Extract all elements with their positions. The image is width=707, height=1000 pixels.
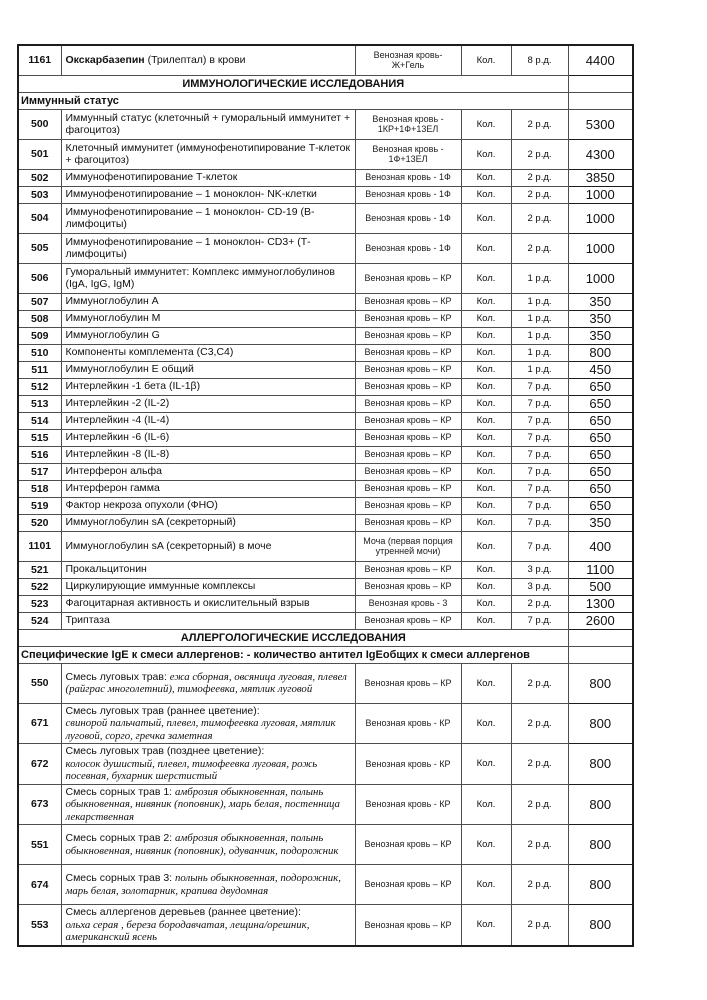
table-row [18, 429, 633, 446]
result-unit: Кол. [461, 139, 511, 169]
test-name [61, 531, 355, 561]
table-row [18, 905, 633, 946]
test-name-text: Смесь луговых трав: [65, 670, 170, 683]
result-unit: Кол. [461, 905, 511, 946]
result-unit: Кол. [461, 480, 511, 497]
result-unit: Кол. [461, 344, 511, 361]
test-code: 553 [18, 905, 61, 946]
test-name [61, 186, 355, 203]
specimen-type: Венозная кровь - 1КР+1Ф+13ЕЛ [355, 109, 461, 139]
result-unit: Кол. [461, 233, 511, 263]
specimen-type: Венозная кровь – КР [355, 663, 461, 703]
turnaround-days: 7 р.д. [511, 514, 568, 531]
turnaround-days: 2 р.д. [511, 109, 568, 139]
price-value: 650 [568, 429, 633, 446]
table-row [18, 446, 633, 463]
test-name-text: Циркулирующие иммунные комплексы [65, 580, 256, 593]
result-unit: Кол. [461, 327, 511, 344]
test-name-italic: полынь обыкновенная, подорожник, марь белая, золотарник, крапива двудомная [65, 872, 341, 897]
test-name-text: Смесь сорных трав 3: [65, 872, 175, 884]
test-code: 517 [18, 463, 61, 480]
table-row [18, 203, 633, 233]
test-code: 504 [18, 203, 61, 233]
result-unit: Кол. [461, 169, 511, 186]
test-name-text: Смесь аллергенов деревьев (раннее цветение): [65, 906, 301, 918]
table-row [18, 480, 633, 497]
test-name-bold: Окскарбазепин [65, 54, 145, 66]
test-code: 1161 [18, 45, 61, 75]
price-value: 800 [568, 663, 633, 703]
table-row [18, 186, 633, 203]
test-code: 519 [18, 497, 61, 514]
turnaround-days: 7 р.д. [511, 429, 568, 446]
turnaround-days: 7 р.д. [511, 446, 568, 463]
specimen-type: Венозная кровь - КР [355, 784, 461, 825]
test-name-text: Иммунофенотипирование – 1 моноклон- NK-клетки [65, 188, 317, 201]
price-value: 1000 [568, 203, 633, 233]
subsection-row [18, 646, 633, 663]
table-row [18, 327, 633, 344]
test-name [61, 825, 355, 865]
specimen-type: Венозная кровь- Ж+Гель [355, 45, 461, 75]
test-name-italic: свинорой пальчатый, плевел, тимофеевка луговая, мятлик луговой, сорго, гречка заметная [65, 717, 336, 742]
test-name-text: (Трилептал) в крови [144, 54, 246, 66]
turnaround-days: 2 р.д. [511, 825, 568, 865]
price-value: 800 [568, 744, 633, 785]
test-name [61, 784, 355, 825]
test-code: 523 [18, 595, 61, 612]
test-code: 511 [18, 361, 61, 378]
test-code: 520 [18, 514, 61, 531]
turnaround-days: 1 р.д. [511, 263, 568, 293]
turnaround-days: 2 р.д. [511, 663, 568, 703]
section-row [18, 629, 633, 646]
turnaround-days: 2 р.д. [511, 865, 568, 905]
price-value: 350 [568, 327, 633, 344]
test-name-text: Интерлейкин -1 бета (IL-1β) [65, 380, 201, 393]
specimen-type: Венозная кровь – КР [355, 480, 461, 497]
specimen-type: Венозная кровь – КР [355, 612, 461, 629]
specimen-type: Моча (первая порция утренней мочи) [355, 531, 461, 561]
section-title: ИММУНОЛОГИЧЕСКИЕ ИССЛЕДОВАНИЯ [18, 75, 568, 92]
test-name [61, 578, 355, 595]
result-unit: Кол. [461, 865, 511, 905]
result-unit: Кол. [461, 45, 511, 75]
test-name [61, 744, 355, 785]
test-name [61, 263, 355, 293]
turnaround-days: 2 р.д. [511, 784, 568, 825]
test-name [61, 429, 355, 446]
table-row [18, 378, 633, 395]
test-name-text: Иммунный статус (клеточный + гуморальный иммунитет + фагоцитоз) [65, 111, 351, 136]
test-code: 500 [18, 109, 61, 139]
test-name [61, 378, 355, 395]
turnaround-days: 7 р.д. [511, 480, 568, 497]
specimen-type: Венозная кровь – КР [355, 378, 461, 395]
test-code: 502 [18, 169, 61, 186]
price-value: 800 [568, 344, 633, 361]
price-value: 2600 [568, 612, 633, 629]
test-code: 673 [18, 784, 61, 825]
price-value: 1100 [568, 561, 633, 578]
table-row [18, 703, 633, 744]
specimen-type: Венозная кровь - КР [355, 744, 461, 785]
price-value: 800 [568, 905, 633, 946]
test-code: 672 [18, 744, 61, 785]
specimen-type: Венозная кровь – КР [355, 344, 461, 361]
price-cell-empty [568, 75, 633, 92]
price-value: 450 [568, 361, 633, 378]
price-value: 650 [568, 446, 633, 463]
specimen-type: Венозная кровь - 1Ф [355, 233, 461, 263]
specimen-type: Венозная кровь - 3 [355, 595, 461, 612]
price-cell-empty [568, 92, 633, 109]
test-code: 506 [18, 263, 61, 293]
result-unit: Кол. [461, 497, 511, 514]
test-code: 551 [18, 825, 61, 865]
test-name-text: Иммуноглобулин sA (секреторный) [65, 516, 236, 529]
test-name [61, 905, 355, 946]
specimen-type: Венозная кровь – КР [355, 905, 461, 946]
test-name-text: Иммуноглобулин G [65, 329, 160, 342]
specimen-type: Венозная кровь - КР [355, 703, 461, 744]
test-code: 514 [18, 412, 61, 429]
specimen-type: Венозная кровь – КР [355, 361, 461, 378]
test-name [61, 612, 355, 629]
test-name [61, 169, 355, 186]
result-unit: Кол. [461, 531, 511, 561]
result-unit: Кол. [461, 784, 511, 825]
result-unit: Кол. [461, 463, 511, 480]
lab-price-table [17, 44, 634, 947]
turnaround-days: 2 р.д. [511, 703, 568, 744]
specimen-type: Венозная кровь – КР [355, 310, 461, 327]
result-unit: Кол. [461, 429, 511, 446]
price-value: 1000 [568, 263, 633, 293]
table-row [18, 663, 633, 703]
test-name [61, 327, 355, 344]
turnaround-days: 2 р.д. [511, 595, 568, 612]
price-value: 1000 [568, 233, 633, 263]
test-name-text: Иммуноглобулин М [65, 312, 161, 325]
turnaround-days: 2 р.д. [511, 139, 568, 169]
price-value: 650 [568, 463, 633, 480]
test-name-text: Смесь сорных трав 2: [65, 832, 175, 844]
price-value: 650 [568, 497, 633, 514]
specimen-type: Венозная кровь – КР [355, 561, 461, 578]
test-name [61, 663, 355, 703]
test-name [61, 361, 355, 378]
result-unit: Кол. [461, 825, 511, 865]
test-name [61, 109, 355, 139]
price-value: 650 [568, 395, 633, 412]
test-name-text: Интерферон гамма [65, 482, 160, 495]
turnaround-days: 3 р.д. [511, 561, 568, 578]
test-code: 550 [18, 663, 61, 703]
test-code: 509 [18, 327, 61, 344]
table-row [18, 463, 633, 480]
specimen-type: Венозная кровь – КР [355, 865, 461, 905]
test-name-italic: колосок душистый, плевел, тимофеевка луговая, рожь посевная, бухарник шерстистый [65, 757, 318, 782]
test-name-text: Клеточный иммунитет (иммунофенотипирование Т-клеток + фагоцитоз) [65, 141, 351, 166]
subsection-row [18, 92, 633, 109]
table-row [18, 45, 633, 75]
turnaround-days: 7 р.д. [511, 463, 568, 480]
result-unit: Кол. [461, 395, 511, 412]
test-code: 510 [18, 344, 61, 361]
specimen-type: Венозная кровь – КР [355, 263, 461, 293]
result-unit: Кол. [461, 578, 511, 595]
test-name-text: Интерлейкин -8 (IL-8) [65, 448, 170, 461]
test-name [61, 233, 355, 263]
result-unit: Кол. [461, 595, 511, 612]
test-name-text: Смесь сорных трав 1: [65, 785, 175, 798]
test-name-text: Иммунофенотипирование Т-клеток [65, 171, 238, 184]
test-name [61, 139, 355, 169]
table-row [18, 825, 633, 865]
turnaround-days: 2 р.д. [511, 905, 568, 946]
table-row [18, 612, 633, 629]
price-value: 3850 [568, 169, 633, 186]
test-code: 674 [18, 865, 61, 905]
price-value: 1000 [568, 186, 633, 203]
specimen-type: Венозная кровь – КР [355, 412, 461, 429]
section-row [18, 75, 633, 92]
table-row [18, 578, 633, 595]
test-name-italic: амброзия обыкновенная, полынь обыкновенная, нивяник (поповник), марь белая, постенница лекарственная [65, 785, 340, 823]
table-row [18, 784, 633, 825]
test-name-text: Фагоцитарная активность и окислительный взрыв [65, 597, 310, 610]
test-code: 522 [18, 578, 61, 595]
specimen-type: Венозная кровь - 1Ф [355, 203, 461, 233]
section-title: АЛЛЕРГОЛОГИЧЕСКИЕ ИССЛЕДОВАНИЯ [18, 629, 568, 646]
turnaround-days: 3 р.д. [511, 578, 568, 595]
price-value: 400 [568, 531, 633, 561]
test-name-text: Интерлейкин -6 (IL-6) [65, 431, 170, 444]
test-code: 508 [18, 310, 61, 327]
test-name-text: Иммунофенотипирование – 1 моноклон- CD3+ (Т-лимфоциты) [65, 235, 311, 260]
test-code: 505 [18, 233, 61, 263]
test-code: 524 [18, 612, 61, 629]
test-name-italic: ежа сборная, овсяница луговая, плевел (райграс многолетний), тимофеевка, мятлик луговой [65, 670, 347, 695]
test-code: 671 [18, 703, 61, 744]
turnaround-days: 7 р.д. [511, 378, 568, 395]
price-value: 350 [568, 514, 633, 531]
test-name [61, 412, 355, 429]
table-row [18, 561, 633, 578]
turnaround-days: 7 р.д. [511, 531, 568, 561]
test-name [61, 344, 355, 361]
price-value: 800 [568, 865, 633, 905]
subsection-title: Специфические IgE к смеси аллергенов: - количество антител IgEобщих к смеси аллергенов [18, 646, 568, 663]
test-name [61, 446, 355, 463]
table-row [18, 412, 633, 429]
test-name-text: Иммунофенотипирование – 1 моноклон- CD-19 (В-лимфоциты) [65, 205, 315, 230]
table-row [18, 139, 633, 169]
test-name-text: Прокальцитонин [65, 563, 147, 576]
result-unit: Кол. [461, 446, 511, 463]
test-name-text: Интерлейкин -4 (IL-4) [65, 414, 170, 427]
result-unit: Кол. [461, 263, 511, 293]
result-unit: Кол. [461, 186, 511, 203]
result-unit: Кол. [461, 514, 511, 531]
specimen-type: Венозная кровь – КР [355, 327, 461, 344]
price-table-body [18, 45, 633, 946]
subsection-title: Иммунный статус [18, 92, 568, 109]
specimen-type: Венозная кровь – КР [355, 497, 461, 514]
turnaround-days: 2 р.д. [511, 744, 568, 785]
table-row [18, 497, 633, 514]
price-value: 1300 [568, 595, 633, 612]
test-name-italic: амброзия обыкновенная, полынь обыкновенная, нивяник (поповник), одуванчик, подорожник [65, 832, 339, 857]
price-value: 4300 [568, 139, 633, 169]
specimen-type: Венозная кровь – КР [355, 293, 461, 310]
test-name-text: Триптаза [65, 614, 110, 627]
price-cell-empty [568, 629, 633, 646]
test-name-text: Фактор некроза опухоли (ФНО) [65, 499, 218, 512]
test-name [61, 463, 355, 480]
turnaround-days: 1 р.д. [511, 293, 568, 310]
test-name-text: Гуморальный иммунитет: Комплекс иммуноглобулинов (IgA, IgG, IgM) [65, 265, 335, 290]
test-name [61, 497, 355, 514]
specimen-type: Венозная кровь – КР [355, 825, 461, 865]
specimen-type: Венозная кровь – КР [355, 395, 461, 412]
test-name-text: Компоненты комплемента (С3,С4) [65, 346, 234, 359]
table-row [18, 865, 633, 905]
test-code: 515 [18, 429, 61, 446]
table-row [18, 514, 633, 531]
test-name [61, 595, 355, 612]
test-name [61, 703, 355, 744]
turnaround-days: 1 р.д. [511, 344, 568, 361]
test-code: 516 [18, 446, 61, 463]
price-value: 5300 [568, 109, 633, 139]
specimen-type: Венозная кровь – КР [355, 429, 461, 446]
test-code: 512 [18, 378, 61, 395]
turnaround-days: 7 р.д. [511, 497, 568, 514]
result-unit: Кол. [461, 361, 511, 378]
test-name-text: Иммуноглобулин Е общий [65, 363, 194, 376]
specimen-type: Венозная кровь – КР [355, 463, 461, 480]
test-name-italic: ольха серая , береза бородавчатая, лещина/орешник, американский ясень [65, 918, 310, 943]
price-value: 500 [568, 578, 633, 595]
turnaround-days: 2 р.д. [511, 186, 568, 203]
turnaround-days: 1 р.д. [511, 327, 568, 344]
price-value: 350 [568, 310, 633, 327]
test-code: 521 [18, 561, 61, 578]
test-name [61, 514, 355, 531]
turnaround-days: 2 р.д. [511, 169, 568, 186]
specimen-type: Венозная кровь – КР [355, 514, 461, 531]
result-unit: Кол. [461, 561, 511, 578]
test-name [61, 561, 355, 578]
specimen-type: Венозная кровь - 1Ф [355, 169, 461, 186]
result-unit: Кол. [461, 293, 511, 310]
test-code: 518 [18, 480, 61, 497]
test-name [61, 480, 355, 497]
test-code: 513 [18, 395, 61, 412]
turnaround-days: 2 р.д. [511, 203, 568, 233]
specimen-type: Венозная кровь – КР [355, 446, 461, 463]
test-name [61, 395, 355, 412]
test-code: 507 [18, 293, 61, 310]
result-unit: Кол. [461, 109, 511, 139]
price-value: 800 [568, 825, 633, 865]
specimen-type: Венозная кровь - 1Ф+13ЕЛ [355, 139, 461, 169]
specimen-type: Венозная кровь – КР [355, 578, 461, 595]
test-name [61, 45, 355, 75]
result-unit: Кол. [461, 612, 511, 629]
table-row [18, 744, 633, 785]
result-unit: Кол. [461, 203, 511, 233]
table-row [18, 310, 633, 327]
test-code: 1101 [18, 531, 61, 561]
result-unit: Кол. [461, 412, 511, 429]
test-name-text: Интерферон альфа [65, 465, 163, 478]
result-unit: Кол. [461, 378, 511, 395]
price-value: 650 [568, 412, 633, 429]
turnaround-days: 8 р.д. [511, 45, 568, 75]
table-row [18, 531, 633, 561]
table-row [18, 233, 633, 263]
result-unit: Кол. [461, 744, 511, 785]
price-cell-empty [568, 646, 633, 663]
turnaround-days: 1 р.д. [511, 361, 568, 378]
table-row [18, 595, 633, 612]
table-row [18, 361, 633, 378]
test-name [61, 865, 355, 905]
test-name [61, 293, 355, 310]
test-name-text: Иммуноглобулин sA (секреторный) в моче [65, 539, 272, 552]
specimen-type: Венозная кровь - 1Ф [355, 186, 461, 203]
result-unit: Кол. [461, 663, 511, 703]
test-code: 501 [18, 139, 61, 169]
price-value: 800 [568, 784, 633, 825]
test-name-text: Интерлейкин -2 (IL-2) [65, 397, 170, 410]
turnaround-days: 1 р.д. [511, 310, 568, 327]
price-value: 4400 [568, 45, 633, 75]
table-row [18, 395, 633, 412]
turnaround-days: 7 р.д. [511, 412, 568, 429]
turnaround-days: 7 р.д. [511, 395, 568, 412]
price-value: 800 [568, 703, 633, 744]
table-row [18, 344, 633, 361]
test-name-text: Смесь луговых трав (раннее цветение): [65, 704, 260, 717]
table-row [18, 293, 633, 310]
turnaround-days: 2 р.д. [511, 233, 568, 263]
price-value: 650 [568, 378, 633, 395]
table-row [18, 109, 633, 139]
test-name-text: Иммуноглобулин А [65, 295, 159, 308]
test-name [61, 310, 355, 327]
table-row [18, 169, 633, 186]
turnaround-days: 7 р.д. [511, 612, 568, 629]
price-value: 350 [568, 293, 633, 310]
result-unit: Кол. [461, 703, 511, 744]
test-code: 503 [18, 186, 61, 203]
result-unit: Кол. [461, 310, 511, 327]
table-row [18, 263, 633, 293]
test-name-text: Смесь луговых трав (позднее цветение): [65, 745, 265, 757]
price-value: 650 [568, 480, 633, 497]
test-name [61, 203, 355, 233]
